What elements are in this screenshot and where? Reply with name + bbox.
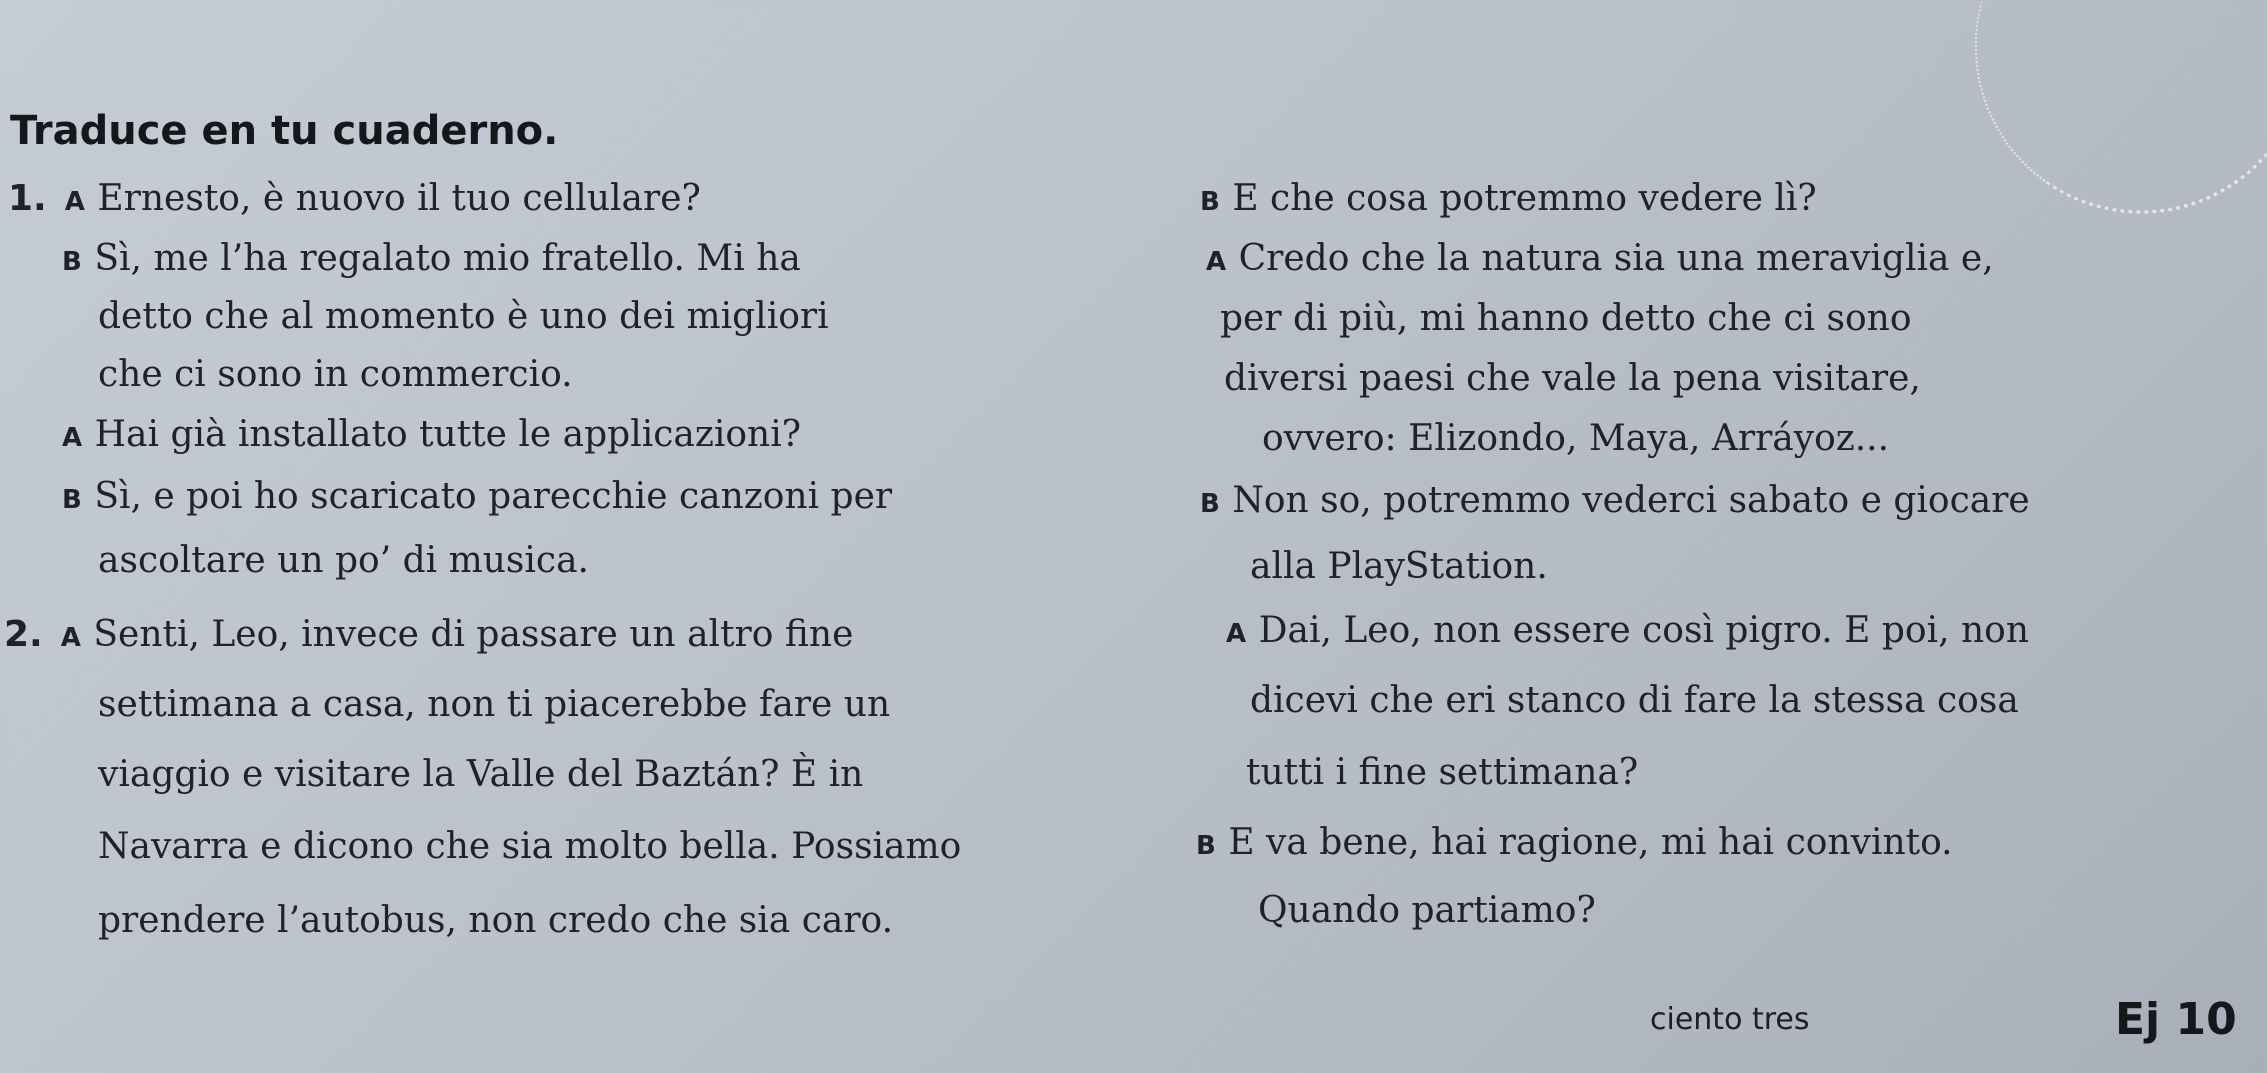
right-line-1 <box>1200 178 1817 219</box>
dialogue-text: dicevi che eri stanco di fare la stessa cosa <box>1250 680 2019 721</box>
dialogue-text: Ernesto, è nuovo il tuo cellulare? <box>97 178 701 219</box>
left-line-9 <box>98 684 890 725</box>
left-line-12 <box>98 900 893 941</box>
dialogue-text: prendere l’autobus, non credo che sia caro. <box>98 900 894 941</box>
dialogue-text: alla PlayStation. <box>1250 546 1548 587</box>
left-line-8 <box>4 614 853 655</box>
speaker-tag: A <box>1206 247 1227 277</box>
speaker-tag: B <box>62 247 83 277</box>
dialogue-text: ovvero: Elizondo, Maya, Arráyoz... <box>1262 418 1890 459</box>
right-line-4 <box>1224 358 1921 399</box>
left-line-11 <box>98 826 961 867</box>
speaker-tag: A <box>64 187 86 217</box>
dialogue-text: Credo che la natura sia una meraviglia e, <box>1238 238 1994 279</box>
right-line-7 <box>1250 546 1548 587</box>
dialogue-text: detto che al momento è uno dei migliori <box>98 296 829 337</box>
right-line-5 <box>1262 418 1889 459</box>
right-line-6 <box>1200 480 2030 521</box>
dialogue-text: diversi paesi che vale la pena visitare, <box>1224 358 1921 399</box>
speaker-tag: B <box>62 485 83 515</box>
speaker-tag: A <box>60 623 82 653</box>
right-line-8 <box>1226 610 2029 651</box>
dialogue-text: E che cosa potremmo vedere lì? <box>1232 178 1817 219</box>
left-line-4 <box>98 354 573 395</box>
left-line-1 <box>8 178 701 219</box>
dialogue-text: Senti, Leo, invece di passare un altro fine <box>93 614 854 655</box>
dialogue-text: Non so, potremmo vederci sabato e giocare <box>1232 480 2030 521</box>
right-line-3 <box>1220 298 1912 339</box>
exercise-number: 1. <box>8 178 47 219</box>
dialogue-text: E va bene, hai ragione, mi hai convinto. <box>1228 822 1953 863</box>
dialogue-text: Quando partiamo? <box>1258 890 1596 931</box>
speaker-tag: A <box>1226 619 1247 649</box>
dialogue-text: che ci sono in commercio. <box>98 354 573 395</box>
speaker-tag: B <box>1196 831 1217 861</box>
left-line-2 <box>62 238 801 279</box>
dialogue-text: Dai, Leo, non essere così pigro. E poi, non <box>1258 610 2030 651</box>
dialogue-text: settimana a casa, non ti piacerebbe fare un <box>98 684 891 725</box>
left-line-6 <box>62 476 892 517</box>
speaker-tag: A <box>62 423 83 453</box>
page-label: ciento tres <box>1650 1002 1810 1037</box>
dialogue-text: tutti i fine settimana? <box>1246 752 1639 793</box>
left-line-3 <box>98 296 829 337</box>
right-line-11 <box>1196 822 1953 863</box>
dialogue-text: Sì, e poi ho scaricato parecchie canzoni per <box>94 476 893 517</box>
right-line-12 <box>1258 890 1596 931</box>
speaker-tag: B <box>1200 187 1221 217</box>
dialogue-text: Navarra e dicono che sia molto bella. Possiamo <box>98 826 962 867</box>
left-line-10 <box>98 754 863 795</box>
right-line-10 <box>1246 752 1638 793</box>
left-line-7 <box>98 540 589 581</box>
exercise-instruction: Traduce en tu cuaderno. <box>10 108 559 154</box>
dialogue-text: Sì, me l’ha regalato mio fratello. Mi ha <box>94 238 801 279</box>
dialogue-text: per di più, mi hanno detto che ci sono <box>1220 298 1912 339</box>
dialogue-text: Hai già installato tutte le applicazioni? <box>94 414 802 455</box>
exercise-reference: Ej 10 <box>2115 994 2237 1045</box>
right-line-2 <box>1206 238 1994 279</box>
dialogue-text: viaggio e visitare la Valle del Baztán? È in <box>98 754 864 795</box>
right-line-9 <box>1250 680 2019 721</box>
speaker-tag: B <box>1200 489 1221 519</box>
exercise-number: 2. <box>4 614 43 655</box>
page-edge-decoration <box>1932 0 2267 257</box>
dialogue-text: ascoltare un po’ di musica. <box>98 540 589 581</box>
left-line-5 <box>62 414 801 455</box>
